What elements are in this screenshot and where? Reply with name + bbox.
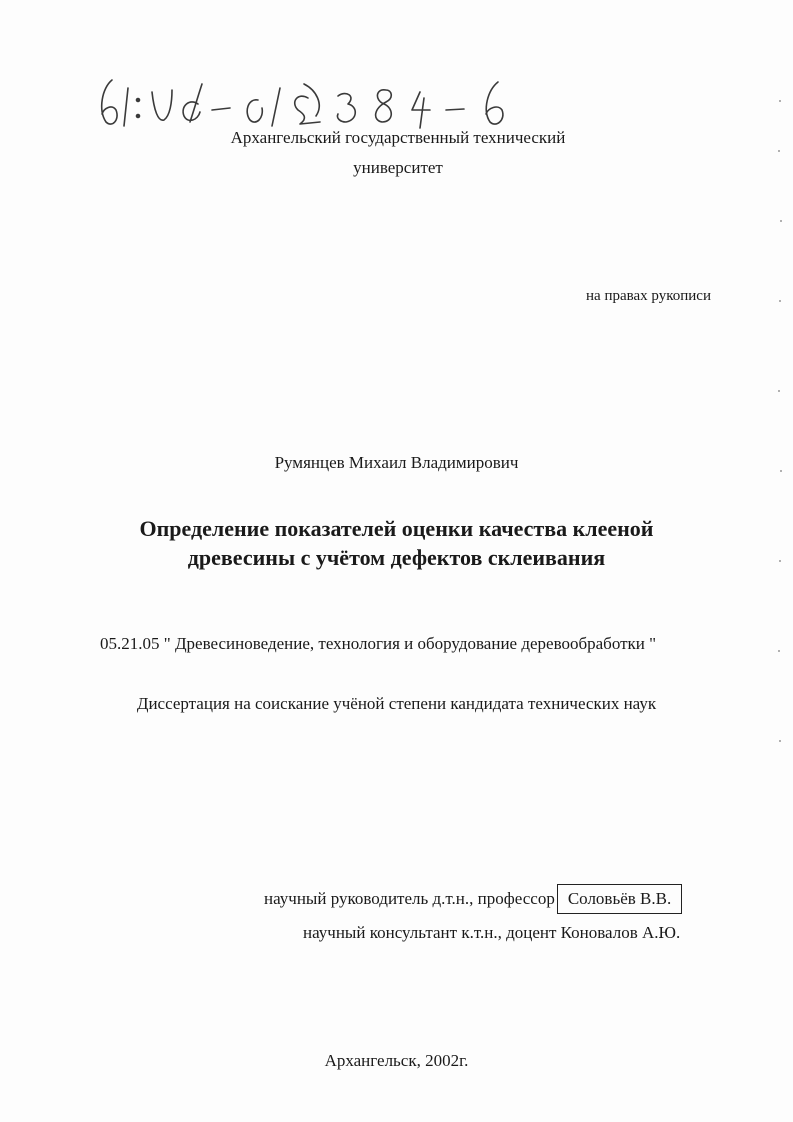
author-name: Румянцев Михаил Владимирович xyxy=(274,453,519,472)
manuscript-rights-note: на правах рукописи xyxy=(586,288,711,304)
dissertation-degree-line: Диссертация на соискание учёной степени кандидата технических наук xyxy=(136,694,657,713)
thesis-title-line1: Определение показателей оценки качества клееной xyxy=(139,516,654,541)
supervisor-label: научный руководитель д.т.н., профессор xyxy=(264,889,555,908)
university-name-line1: Архангельский государственный технический xyxy=(230,128,566,147)
university-name-line2: университет xyxy=(353,158,443,177)
city-year: Архангельск, 2002г. xyxy=(324,1051,469,1070)
handwriting-icon xyxy=(94,70,584,134)
supervisor-line xyxy=(264,882,682,916)
scan-edge-marks xyxy=(777,90,783,790)
consultant-line: научный консультант к.т.н., доцент Коновалов А.Ю. xyxy=(303,923,681,942)
supervisor-name-box: Соловьёв В.В. xyxy=(557,884,682,914)
thesis-title-line2: древесины с учётом дефектов склеивания xyxy=(187,545,606,570)
handwritten-archive-code xyxy=(94,70,584,134)
specialty-code: 05.21.05 " Древесиноведение, технология и оборудование деревообработки " xyxy=(100,634,657,653)
